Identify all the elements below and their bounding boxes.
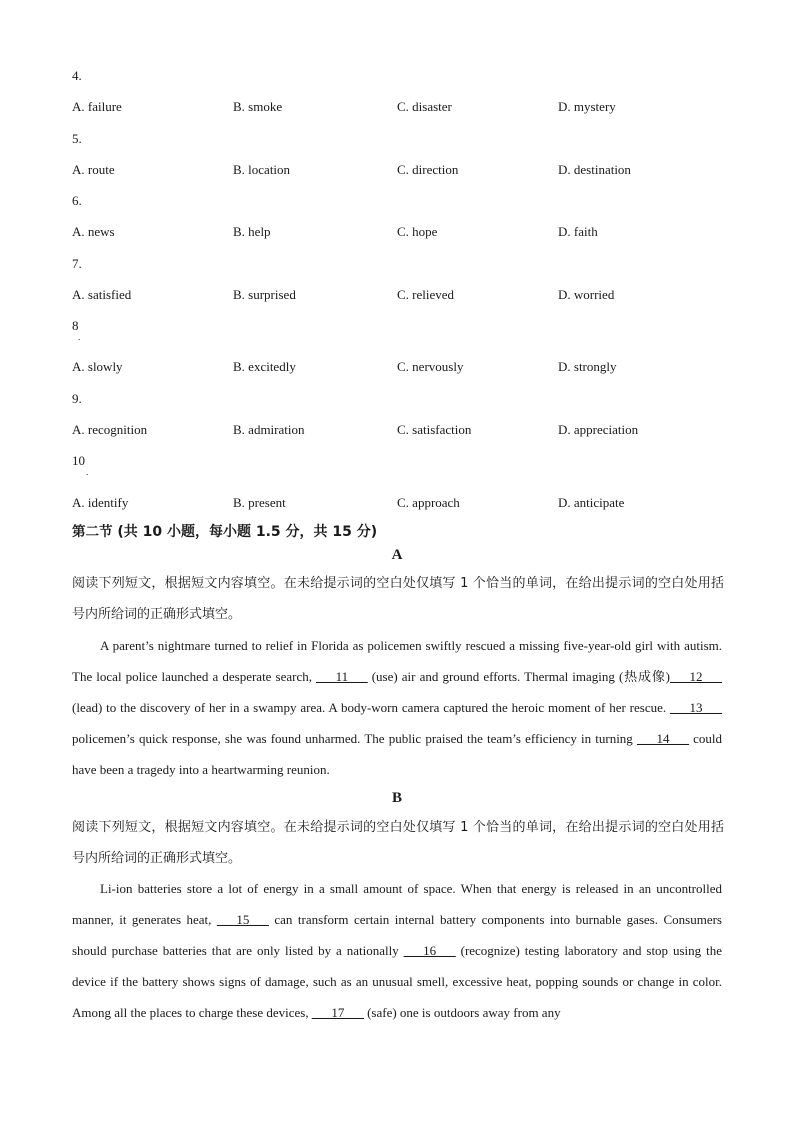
question-number: 4. [72,68,82,83]
blank-12[interactable]: ___12___ [670,669,722,684]
blank-16[interactable]: ___16___ [403,943,456,958]
question-number: 9. [72,391,82,406]
option-b: B. present [233,495,286,510]
option-row [72,162,722,180]
part-b-passage: Li-ion batteries store a lot of energy in a small amount of space. When that energy is released in an uncontrolled manner, it generates heat, ___15___ can transform certain internal battery components into burnable gases. Consumers should purchase batteries that are only listed by a nationally ___16___ (recognize) testing laboratory and stop using the device if the battery shows signs of damage, such as an unusual smell, excessive heat, popping sounds or change in color. Among all the places to charge these devices, ___17___ (safe) one is outdoors away from any [72,881,722,1020]
option-b: B. admiration [233,422,305,437]
option-row [72,422,722,440]
option-row [72,99,722,117]
option-c: C. direction [397,162,459,177]
option-d: D. worried [558,287,615,302]
option-d: D. destination [558,162,631,177]
blank-13[interactable]: ___13___ [670,700,722,715]
part-a-heading: A [391,547,403,563]
question-number: 6. [72,193,82,208]
blank-11[interactable]: ___11___ [316,669,368,684]
blank-14[interactable]: ___14___ [636,731,689,746]
option-b: B. help [233,224,271,239]
option-b: B. surprised [233,287,296,302]
option-c: C. hope [397,224,438,239]
part-a-instruction: 阅读下列短文，根据短文内容填空。在未给提示词的空白处仅填写 1 个恰当的单词，在给出提示词的空白处用括号内所给词的正确形式填空。 [72,576,724,622]
part-a-passage: A parent’s nightmare turned to relief in Florida as policemen swiftly rescued a missing five-year-old girl with autism. The local police launched a desperate search, ___11___ (use) air and ground efforts. Thermal imaging (热成像)___12___ (lead) to the discovery of her in a swampy area. A body-worn camera captured the heroic moment of her rescue. ___13___ policemen’s quick response, she was found unharmed. The public praised the team’s efficiency in turning ___14___ could have been a tragedy into a heartwarming reunion. [72,638,722,777]
option-d: D. strongly [558,359,617,374]
option-row [72,359,722,377]
option-a: A. identify [72,495,129,510]
question-number: 7. [72,256,82,271]
option-c: C. satisfaction [397,422,472,437]
option-d: D. appreciation [558,422,639,437]
option-row [72,224,722,242]
option-c: C. approach [397,495,460,510]
option-a: A. failure [72,99,122,114]
option-b: B. excitedly [233,359,296,374]
option-row [72,495,722,513]
option-c: C. nervously [397,359,464,374]
option-a: A. route [72,162,115,177]
option-d: D. mystery [558,99,616,114]
option-d: D. anticipate [558,495,625,510]
option-a: A. slowly [72,359,123,374]
blank-15[interactable]: ___15___ [216,912,269,927]
option-b: B. smoke [233,99,283,114]
blank-17[interactable]: ___17___ [311,1005,364,1020]
part-b-heading: B [391,790,402,806]
option-c: C. disaster [397,99,452,114]
option-a: A. satisfied [72,287,132,302]
option-d: D. faith [558,224,598,239]
question-number: 10 . [72,453,89,477]
option-b: B. location [233,162,291,177]
option-row [72,287,722,305]
option-a: A. news [72,224,115,239]
question-number: 5. [72,131,82,146]
section-heading: 第二节 (共 10 小题，每小题 1.5 分，共 15 分) [72,524,378,540]
part-b-instruction: 阅读下列短文，根据短文内容填空。在未给提示词的空白处仅填写 1 个恰当的单词，在给出提示词的空白处用括号内所给词的正确形式填空。 [72,820,724,866]
question-number: 8 . [72,318,81,342]
option-a: A. recognition [72,422,148,437]
option-c: C. relieved [397,287,455,302]
